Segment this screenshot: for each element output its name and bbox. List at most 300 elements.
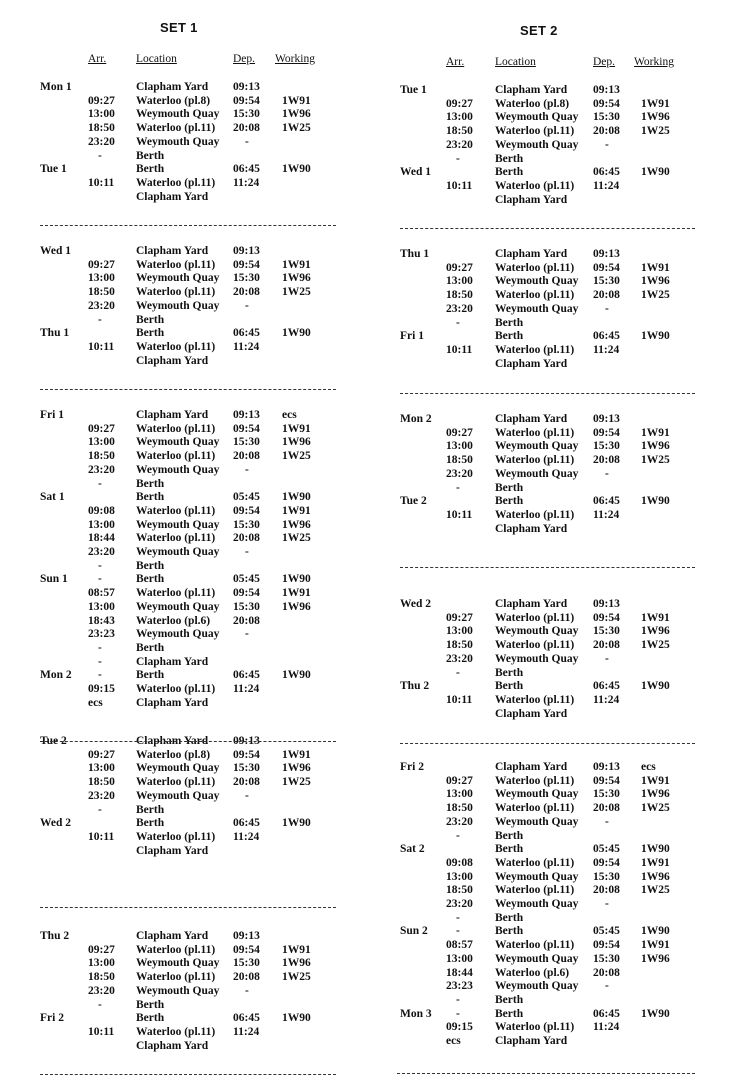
location-name: Waterloo (pl.11) (136, 1025, 216, 1038)
day-label: Fri 1 (40, 409, 64, 421)
block-divider (40, 1074, 336, 1075)
departure-time: 09:54 (233, 943, 260, 956)
location-name: Berth (495, 495, 524, 508)
location-name: Clapham Yard (136, 844, 209, 857)
departure-time: 15:30 (593, 788, 620, 801)
location-name: Weymouth Quay (495, 815, 579, 828)
arrival-time: 13:00 (88, 436, 115, 449)
working-code: 1W25 (282, 450, 311, 463)
departure-time: 20:08 (233, 971, 260, 984)
location-name: Berth (495, 993, 524, 1006)
arrival-time: 09:27 (88, 748, 115, 761)
arrival-time: 13:00 (446, 870, 473, 883)
working-code: 1W91 (641, 774, 670, 787)
day-label: Mon 2 (400, 413, 432, 425)
working-code: 1W25 (282, 122, 311, 135)
departure-time: 09:13 (593, 248, 620, 260)
arrival-time: - (98, 998, 102, 1011)
arrival-time: 23:20 (88, 546, 115, 558)
location-name: Berth (495, 666, 524, 679)
arrival-time: - (456, 1007, 460, 1020)
arrival-time: 23:20 (446, 138, 473, 151)
working-code: 1W96 (641, 275, 670, 288)
arrival-time: 13:00 (446, 275, 473, 288)
departure-time: 09:54 (233, 587, 260, 600)
arrival-time: - (456, 316, 460, 329)
location-name: Berth (136, 313, 165, 326)
working-code: 1W90 (641, 166, 670, 179)
departure-time: 09:54 (233, 422, 260, 435)
arrival-time: 10:11 (88, 176, 115, 189)
working-code: ecs (282, 409, 297, 421)
location-name: Weymouth Quay (495, 898, 579, 910)
working-code: 1W91 (641, 856, 670, 869)
arrival-time: - (98, 149, 102, 162)
location-name: Weymouth Quay (136, 518, 220, 531)
departure-time: 20:08 (233, 532, 260, 545)
location-name: Waterloo (pl.11) (495, 1021, 575, 1034)
header-location: Location (136, 53, 177, 65)
departure-time: - (605, 652, 609, 665)
location-name: Berth (136, 641, 165, 654)
arrival-time: 18:50 (446, 639, 473, 652)
location-name: Berth (495, 1007, 524, 1020)
location-name: Weymouth Quay (136, 436, 220, 449)
working-code: 1W96 (282, 436, 311, 449)
location-name: Weymouth Quay (495, 440, 579, 453)
departure-time: 15:30 (233, 762, 260, 775)
arrival-time: 09:15 (88, 683, 115, 695)
location-name: Clapham Yard (136, 190, 209, 203)
arrival-time: - (98, 477, 102, 490)
arrival-time: 10:11 (88, 830, 115, 843)
departure-time: 15:30 (233, 600, 260, 613)
arrival-time: 08:57 (88, 587, 115, 600)
departure-time: 11:24 (233, 340, 260, 353)
departure-time: 09:13 (233, 81, 260, 93)
departure-time: 09:54 (593, 426, 620, 439)
working-code: 1W91 (282, 504, 311, 517)
arrival-time: 18:50 (446, 802, 473, 815)
arrival-time: 09:27 (446, 774, 473, 787)
departure-time: 20:08 (233, 122, 260, 135)
location-name: Weymouth Quay (136, 272, 220, 285)
arrival-time: 18:50 (88, 971, 115, 984)
arrival-time: 09:08 (446, 856, 473, 869)
location-name: Berth (136, 149, 165, 162)
location-name: Waterloo (pl.11) (136, 971, 216, 984)
arrival-time: 23:20 (446, 652, 473, 665)
arrival-time: 09:27 (88, 258, 115, 271)
arrival-time: 23:20 (88, 463, 115, 476)
location-name: Waterloo (pl.11) (136, 286, 216, 299)
location-name: Waterloo (pl.11) (495, 693, 575, 706)
location-name: Clapham Yard (495, 761, 568, 773)
working-code: 1W91 (282, 422, 311, 435)
location-name: Weymouth Quay (495, 275, 579, 288)
location-name: Berth (495, 316, 524, 329)
arrival-time: - (98, 669, 102, 682)
location-name: Berth (495, 829, 524, 842)
arrival-time: - (456, 911, 460, 924)
location-name: Berth (136, 327, 165, 340)
departure-time: 20:08 (593, 125, 620, 138)
departure-time: 05:45 (233, 573, 260, 586)
working-code: 1W91 (282, 943, 311, 956)
arrival-time: 23:20 (88, 984, 115, 997)
departure-time: 11:24 (593, 343, 620, 356)
location-name: Weymouth Quay (495, 625, 579, 638)
day-label: Wed 1 (400, 166, 431, 179)
departure-time: 09:54 (233, 748, 260, 761)
working-code: 1W91 (641, 611, 670, 624)
arrival-time: 18:50 (446, 125, 473, 138)
working-code: 1W25 (641, 884, 670, 897)
departure-time: 11:24 (593, 693, 620, 706)
block-divider (40, 741, 336, 742)
location-name: Berth (136, 559, 165, 572)
day-label: Sat 2 (400, 843, 425, 856)
block-divider (400, 228, 695, 229)
day-label: Tue 1 (400, 84, 427, 96)
location-name: Waterloo (pl.11) (495, 179, 575, 192)
arrival-time: 18:50 (446, 454, 473, 467)
location-name: Berth (495, 925, 524, 938)
location-name: Weymouth Quay (136, 463, 220, 476)
departure-time: 20:08 (233, 776, 260, 789)
departure-time: 15:30 (233, 957, 260, 970)
arrival-time: 10:11 (446, 343, 473, 356)
location-name: Weymouth Quay (136, 628, 220, 641)
working-code: 1W91 (282, 587, 311, 600)
departure-time: 09:13 (593, 413, 620, 425)
arrival-time: 09:27 (88, 943, 115, 956)
arrival-time: 18:50 (88, 122, 115, 135)
arrival-time: 09:27 (446, 611, 473, 624)
arrival-time: 18:50 (446, 884, 473, 897)
location-name: Clapham Yard (495, 598, 568, 610)
working-code: 1W90 (282, 327, 311, 340)
location-name: Waterloo (pl.11) (495, 884, 575, 897)
location-name: Clapham Yard (495, 707, 568, 720)
departure-time: 15:30 (593, 870, 620, 883)
departure-time: 20:08 (233, 450, 260, 463)
departure-time: 09:54 (233, 94, 260, 107)
working-code: 1W91 (282, 748, 311, 761)
working-code: 1W90 (282, 669, 311, 682)
departure-time: 20:08 (593, 289, 620, 302)
departure-time: 11:24 (233, 1025, 260, 1038)
location-name: Clapham Yard (136, 655, 209, 668)
location-name: Clapham Yard (136, 696, 209, 709)
departure-time: 11:24 (233, 176, 260, 189)
location-name: Berth (495, 843, 524, 856)
location-name: Waterloo (pl.11) (136, 122, 216, 135)
working-code: 1W96 (282, 518, 311, 531)
departure-time: 15:30 (233, 108, 260, 121)
location-name: Weymouth Quay (136, 984, 220, 997)
departure-time: 09:13 (593, 761, 620, 773)
arrival-time: 13:00 (446, 111, 473, 124)
arrival-time: 18:44 (446, 966, 473, 979)
working-code: 1W90 (282, 817, 311, 830)
arrival-time: 18:44 (88, 532, 115, 545)
location-name: Clapham Yard (495, 248, 568, 260)
working-code: 1W96 (641, 111, 670, 124)
departure-time: 09:54 (233, 258, 260, 271)
location-name: Clapham Yard (136, 245, 209, 257)
departure-time: 09:54 (233, 504, 260, 517)
working-code: 1W96 (641, 625, 670, 638)
arrival-time: 09:27 (446, 97, 473, 110)
working-code: 1W96 (641, 870, 670, 883)
departure-time: 05:45 (233, 491, 260, 504)
set-title: SET 2 (520, 23, 558, 38)
working-code: 1W90 (641, 680, 670, 693)
location-name: Weymouth Quay (495, 302, 579, 315)
day-label: Mon 2 (40, 669, 72, 682)
location-name: Waterloo (pl.11) (495, 125, 575, 138)
departure-time: 20:08 (593, 802, 620, 815)
location-name: Waterloo (pl.11) (136, 830, 216, 843)
block-divider (400, 393, 695, 394)
working-code: ecs (641, 761, 656, 773)
departure-time: 09:54 (593, 611, 620, 624)
location-name: Weymouth Quay (136, 957, 220, 970)
departure-time: 06:45 (233, 817, 260, 830)
arrival-time: 23:20 (446, 302, 473, 315)
day-label: Thu 1 (40, 327, 70, 340)
day-label: Sat 1 (40, 491, 65, 504)
departure-time: - (605, 302, 609, 315)
arrival-time: 13:00 (446, 440, 473, 453)
departure-time: - (605, 467, 609, 480)
location-name: Waterloo (pl.6) (136, 614, 211, 627)
day-label: Fri 2 (400, 761, 424, 773)
set-2-column (375, 0, 750, 1088)
arrival-time: 18:50 (88, 286, 115, 299)
departure-time: 06:45 (233, 1012, 260, 1025)
arrival-time: 18:43 (88, 614, 115, 627)
working-code: 1W90 (282, 1012, 311, 1025)
arrival-time: 13:00 (88, 600, 115, 613)
arrival-time: 10:11 (446, 179, 473, 192)
location-name: Weymouth Quay (136, 762, 220, 775)
arrival-time: 23:20 (88, 789, 115, 802)
arrival-time: 13:00 (88, 957, 115, 970)
block-divider (400, 567, 695, 568)
location-name: Waterloo (pl.11) (495, 289, 575, 302)
location-name: Waterloo (pl.11) (495, 508, 575, 521)
location-name: Waterloo (pl.11) (136, 450, 216, 463)
location-name: Clapham Yard (495, 1035, 568, 1047)
departure-time: - (245, 789, 249, 802)
departure-time: 09:13 (593, 598, 620, 610)
arrival-time: - (98, 655, 102, 668)
working-code: 1W91 (641, 97, 670, 110)
location-name: Waterloo (pl.11) (136, 532, 216, 545)
working-code: 1W25 (282, 532, 311, 545)
arrival-time: - (456, 152, 460, 165)
working-code: 1W96 (282, 108, 311, 121)
working-code: 1W96 (282, 762, 311, 775)
location-name: Berth (136, 477, 165, 490)
location-name: Waterloo (pl.11) (136, 176, 216, 189)
departure-time: 20:08 (593, 884, 620, 897)
location-name: Waterloo (pl.11) (495, 343, 575, 356)
location-name: Waterloo (pl.11) (136, 258, 216, 271)
working-code: 1W25 (641, 639, 670, 652)
departure-time: 15:30 (233, 518, 260, 531)
departure-time: 11:24 (233, 830, 260, 843)
location-name: Clapham Yard (136, 1039, 209, 1052)
day-label: Tue 2 (40, 735, 67, 747)
departure-time: 06:45 (233, 327, 260, 340)
departure-time: 15:30 (233, 436, 260, 449)
working-code: 1W91 (641, 261, 670, 274)
working-code: 1W90 (641, 1007, 670, 1020)
block-divider (397, 1073, 695, 1074)
arrival-time: 10:11 (88, 340, 115, 353)
location-name: Waterloo (pl.11) (495, 639, 575, 652)
departure-time: 20:08 (233, 286, 260, 299)
working-code: 1W25 (641, 289, 670, 302)
departure-time: 15:30 (593, 952, 620, 965)
arrival-time: 18:50 (88, 450, 115, 463)
location-name: Clapham Yard (495, 357, 568, 370)
arrival-time: 09:27 (446, 261, 473, 274)
location-name: Waterloo (pl.11) (495, 454, 575, 467)
departure-time: 09:13 (593, 84, 620, 96)
departure-time: 20:08 (593, 966, 620, 979)
location-name: Berth (136, 491, 165, 504)
location-name: Berth (495, 680, 524, 693)
departure-time: - (605, 898, 609, 910)
working-code: 1W90 (282, 163, 311, 176)
working-code: 1W96 (641, 788, 670, 801)
arrival-time: - (98, 313, 102, 326)
arrival-time: - (98, 559, 102, 572)
arrival-time: 18:50 (446, 289, 473, 302)
arrival-time: 10:11 (446, 508, 473, 521)
departure-time: - (605, 138, 609, 151)
departure-time: 20:08 (593, 639, 620, 652)
day-label: Fri 1 (400, 330, 424, 343)
arrival-time: 13:00 (446, 952, 473, 965)
departure-time: 06:45 (593, 495, 620, 508)
location-name: Waterloo (pl.11) (495, 261, 575, 274)
location-name: Berth (136, 163, 165, 176)
location-name: Waterloo (pl.11) (495, 802, 575, 815)
location-name: Berth (136, 998, 165, 1011)
location-name: Waterloo (pl.8) (136, 94, 211, 107)
departure-time: 15:30 (233, 272, 260, 285)
arrival-time: 23:20 (88, 299, 115, 312)
arrival-time: 13:00 (88, 762, 115, 775)
departure-time: 06:45 (593, 330, 620, 343)
location-name: Weymouth Quay (495, 138, 579, 151)
day-label: Fri 2 (40, 1012, 64, 1025)
working-code: 1W90 (641, 843, 670, 856)
location-name: Weymouth Quay (495, 467, 579, 480)
arrival-time: - (456, 829, 460, 842)
day-label: Thu 1 (400, 248, 430, 260)
location-name: Clapham Yard (136, 81, 209, 93)
departure-time: 20:08 (593, 454, 620, 467)
working-code: 1W96 (282, 600, 311, 613)
location-name: Weymouth Quay (136, 546, 220, 558)
departure-time: 06:45 (233, 669, 260, 682)
arrival-time: 18:50 (88, 776, 115, 789)
working-code: 1W90 (282, 573, 311, 586)
arrival-time: 23:20 (446, 815, 473, 828)
location-name: Waterloo (pl.11) (136, 683, 216, 695)
working-code: 1W90 (641, 925, 670, 938)
arrival-time: 23:23 (446, 980, 473, 993)
working-code: 1W90 (282, 491, 311, 504)
working-code: 1W91 (282, 94, 311, 107)
block-divider (40, 907, 336, 908)
departure-time: 06:45 (593, 166, 620, 179)
location-name: Waterloo (pl.11) (136, 422, 216, 435)
header-arr: Arr. (88, 53, 107, 65)
header-working: Working (634, 56, 674, 68)
set-title: SET 1 (160, 20, 198, 35)
arrival-time: 13:00 (88, 272, 115, 285)
departure-time: 15:30 (593, 440, 620, 453)
header-dep: Dep. (233, 53, 256, 65)
arrival-time: 09:27 (88, 94, 115, 107)
departure-time: - (245, 135, 249, 148)
arrival-time: 09:27 (446, 426, 473, 439)
day-label: Tue 1 (40, 163, 67, 176)
arrival-time: 10:11 (88, 1025, 115, 1038)
location-name: Clapham Yard (495, 522, 568, 535)
location-name: Waterloo (pl.11) (495, 426, 575, 439)
header-location: Location (495, 56, 536, 68)
departure-time: 09:13 (233, 409, 260, 421)
header-working: Working (275, 53, 315, 65)
arrival-time: - (98, 641, 102, 654)
departure-time: 11:24 (233, 683, 260, 695)
arrival-time: 13:00 (88, 108, 115, 121)
arrival-time: 13:00 (446, 625, 473, 638)
location-name: Weymouth Quay (495, 788, 579, 801)
location-name: Waterloo (pl.8) (136, 748, 211, 761)
location-name: Berth (495, 481, 524, 494)
working-code: 1W90 (641, 330, 670, 343)
departure-time: 11:24 (593, 179, 620, 192)
departure-time: - (245, 463, 249, 476)
working-code: 1W96 (282, 957, 311, 970)
working-code: 1W91 (641, 939, 670, 952)
arrival-time: - (456, 925, 460, 938)
location-name: Clapham Yard (136, 735, 209, 747)
arrival-time: 23:20 (88, 135, 115, 148)
departure-time: - (605, 815, 609, 828)
location-name: Clapham Yard (136, 930, 209, 942)
location-name: Clapham Yard (136, 409, 209, 421)
departure-time: 05:45 (593, 843, 620, 856)
arrival-time: 10:11 (446, 693, 473, 706)
arrival-time: 09:15 (446, 1021, 473, 1034)
header-arr: Arr. (446, 56, 465, 68)
location-name: Waterloo (pl.11) (136, 587, 216, 600)
arrival-time: - (456, 993, 460, 1006)
departure-time: - (245, 546, 249, 558)
location-name: Waterloo (pl.8) (495, 97, 570, 110)
departure-time: 09:13 (233, 930, 260, 942)
